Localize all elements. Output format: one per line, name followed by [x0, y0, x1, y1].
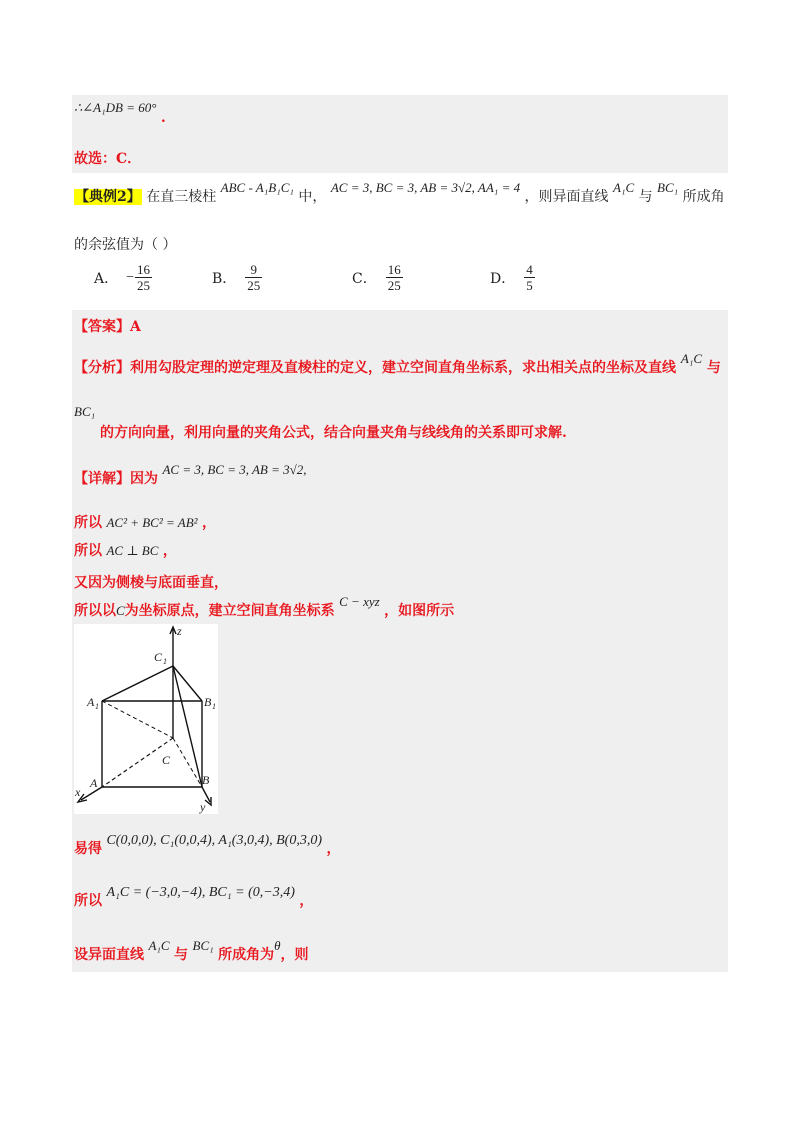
step-2-text: 所以 [74, 543, 102, 559]
angle-text-3: 所成角为 [218, 947, 275, 963]
example-text-2: 中， [298, 189, 327, 205]
example-prism: ABC - A₁B₁C₁ [220, 180, 294, 195]
step-4-c: C [116, 603, 125, 618]
option-b-label: B． [212, 270, 237, 287]
label-y: y [200, 800, 206, 814]
option-c[interactable] [352, 262, 403, 293]
label-a: A [90, 776, 98, 790]
edge-a1-c1 [102, 666, 173, 701]
example-question-cont: 的余弦值为（ ） [74, 237, 177, 253]
angle-line1: A₁C [148, 938, 170, 953]
label-z: z [177, 624, 182, 638]
option-d[interactable] [490, 262, 535, 293]
step-4-text-3: ，如图所示 [384, 603, 455, 619]
option-b[interactable] [212, 262, 262, 293]
detail-text: 【详解】因为 [74, 471, 158, 487]
option-c-label: C． [352, 270, 377, 287]
step-2-end: ， [162, 543, 177, 559]
example-givens: AC = 3, BC = 3, AB = 3√2, AA₁ = 4 [330, 180, 521, 195]
analysis-line2: BC₁ [74, 404, 96, 419]
label-c: C [162, 753, 171, 767]
step-4-text-2: 为坐标原点，建立空间直角坐标系 [124, 603, 335, 619]
angle-line2: BC₁ [192, 938, 214, 953]
example-text-3: ，则异面直线 [524, 189, 609, 205]
example-line2: BC₁ [657, 180, 679, 195]
option-c-fraction: $\frac{16}{25}$ [387, 262, 401, 293]
angle-line [74, 938, 309, 964]
angle-text-1: 设异面直线 [74, 947, 144, 963]
therefore-line [74, 100, 166, 126]
vectors-end: ， [299, 893, 314, 909]
step-1-end: ， [202, 515, 217, 531]
vectors-expr: A₁C = (−3,0,−4), BC₁ = (0,−3,4) [106, 885, 295, 900]
detail-line [74, 462, 307, 488]
example-tag: 【典例2】 [75, 189, 141, 205]
analysis-text-2: 与 [706, 360, 721, 376]
label-x: x [75, 785, 81, 799]
example-text-5: 所成角 [682, 189, 725, 205]
therefore-expr: ∴∠A₁DB = 60° [74, 100, 157, 115]
angle-theta: θ [274, 938, 281, 953]
example-text-4: 与 [638, 189, 653, 205]
step-2-expr: AC ⊥ BC [106, 543, 159, 558]
label-c1: C [154, 650, 163, 664]
prism-figure [74, 624, 218, 814]
angle-text-2: 与 [174, 947, 189, 963]
step-4 [74, 594, 455, 620]
choose-line: 故选：C． [74, 151, 142, 167]
coords-end: ， [326, 841, 341, 857]
label-a1-sub: 1 [95, 702, 99, 711]
option-d-label: D． [490, 270, 516, 287]
answer-line: 【答案】A [74, 319, 141, 335]
step-2 [74, 540, 177, 560]
example-text-1: 在直三棱柱 [146, 189, 217, 205]
angle-text-4: ，则 [280, 947, 309, 963]
option-a[interactable] [94, 262, 152, 293]
therefore-period: . [160, 110, 166, 126]
analysis-line1: A₁C [680, 351, 703, 366]
analysis-line-1 [74, 351, 721, 377]
step-1 [74, 512, 216, 532]
edge-a1-c [102, 701, 173, 738]
option-a-sign: − [126, 269, 135, 285]
option-b-fraction: $\frac{9}{25}$ [247, 262, 261, 293]
prism-diagram [74, 624, 218, 814]
vectors-text: 所以 [74, 893, 102, 909]
step-1-text: 所以 [74, 515, 102, 531]
step-3: 又因为侧棱与底面垂直， [74, 575, 228, 591]
step-1-expr: AC² + BC² = AB² [106, 515, 198, 530]
detail-expr: AC = 3, BC = 3, AB = 3√2, [162, 462, 307, 477]
step-4-expr: C − xyz [339, 594, 380, 609]
step-4-text-1: 所以以 [74, 603, 116, 619]
vectors-line [74, 885, 314, 910]
analysis-text-1: 【分析】利用勾股定理的逆定理及直棱柱的定义，建立空间直角坐标系，求出相关点的坐标及直线 [74, 360, 676, 376]
label-b1-sub: 1 [212, 702, 216, 711]
coords-text: 易得 [74, 841, 102, 857]
edge-c-b [173, 738, 202, 787]
example-question [74, 180, 725, 206]
coords-expr: C(0,0,0), C₁(0,0,4), A₁(3,0,4), B(0,3,0) [106, 833, 323, 848]
option-d-fraction: $\frac{4}{5}$ [526, 262, 533, 293]
example-line1: A₁C [613, 180, 635, 195]
label-c1-sub: 1 [163, 657, 167, 666]
coords-line [74, 833, 341, 858]
label-a1: A [87, 695, 95, 709]
option-a-label: A． [94, 270, 119, 287]
top-block [72, 95, 728, 173]
analysis-text-3: 的方向向量，利用向量的夹角公式，结合向量夹角与线线角的关系即可求解. [100, 425, 567, 441]
option-a-fraction: $\frac{16}{25}$ [137, 262, 151, 293]
label-b: B [202, 773, 210, 787]
label-b1: B [204, 695, 212, 709]
